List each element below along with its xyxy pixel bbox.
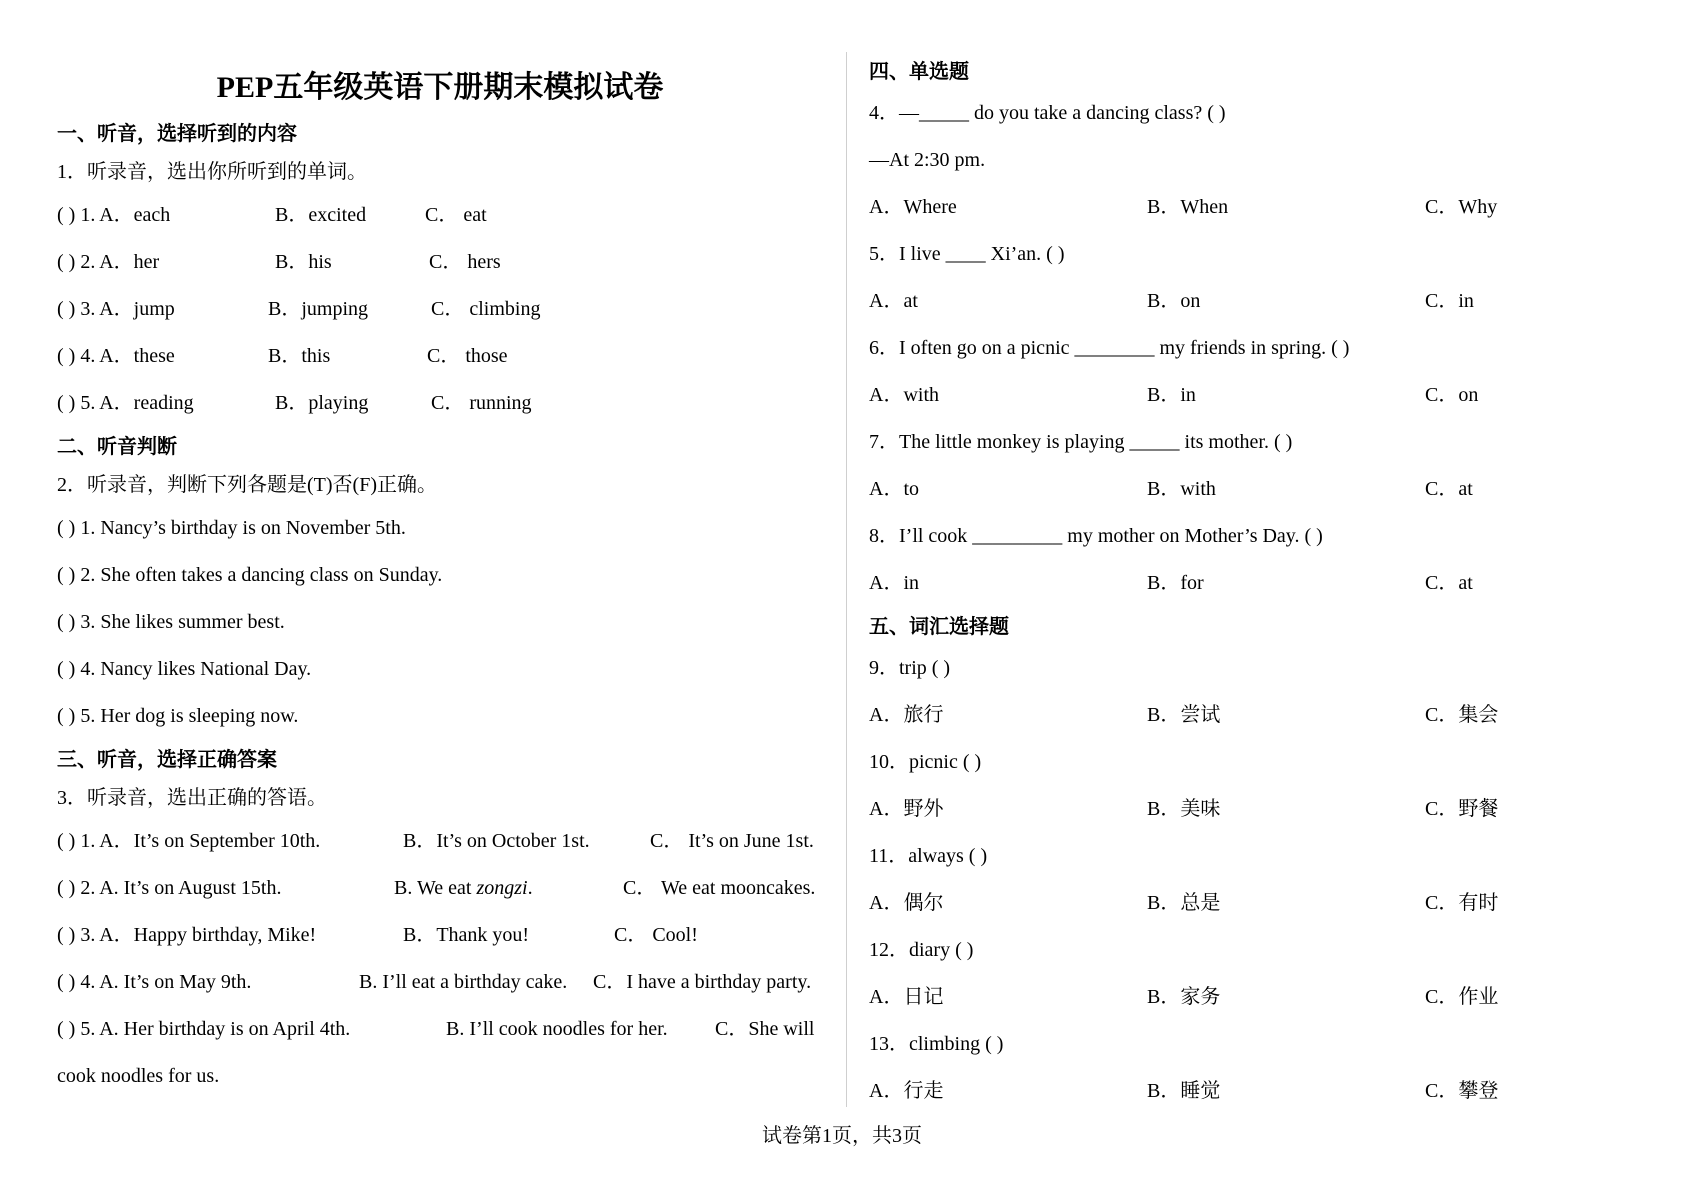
question-4 [869,90,1659,231]
options-row: A．日记 B．家务 C．作业 [869,986,1499,1008]
list-item: ( ) 2. She often takes a dancing class on Sunday. [57,564,443,586]
list-item: ( ) 4. A．these B．this C． those [57,345,508,367]
list-item: ( ) 1. A．It’s on September 10th. B．It’s on October 1st. C． It’s on June 1st. [57,830,814,852]
list-item: ( ) 4. Nancy likes National Day. [57,658,312,680]
options-row: A．旅行 B．尝试 C．集会 [869,704,1499,726]
question-text-2: —At 2:30 pm. [869,149,986,171]
list-item: ( ) 1. Nancy’s birthday is on November 5th. [57,517,406,539]
list-item: ( ) 3. She likes summer best. [57,611,285,633]
question-text: 9．trip ( ) [869,657,951,679]
question-13 [869,1021,1659,1115]
list-item: ( ) 4. A. It’s on May 9th. B. I’ll eat a birthday cake. C．I have a birthday party. [57,971,812,993]
question-text: 5．I live ____ Xi’an. ( ) [869,243,1065,265]
question-11 [869,833,1659,927]
question-text: 10．picnic ( ) [869,751,982,773]
column-divider [846,52,847,1107]
question-text: 13．climbing ( ) [869,1033,1004,1055]
section-1-heading: 一、听音，选择听到的内容 [57,121,297,145]
question-text: 11．always ( ) [869,845,988,867]
section-2-intro: 2．听录音，判断下列各题是(T)否(F)正确。 [57,474,437,496]
section-3-rows [57,818,832,1100]
section-3-intro: 3．听录音，选出正确的答语。 [57,787,327,809]
list-item: ( ) 2. A. It’s on August 15th. B. We eat zongzi. C． We eat mooncakes. [57,877,816,899]
list-item: ( ) 1. A．each B．excited C． eat [57,204,487,226]
question-text: 12．diary ( ) [869,939,974,961]
question-text: 6．I often go on a picnic ________ my friends in spring. ( ) [869,337,1350,359]
list-item: ( ) 5. A．reading B．playing C． running [57,392,532,414]
options-row: A．in B．for C．at [869,572,1473,594]
left-column [57,62,832,1100]
list-item: ( ) 2. A．her B．his C． hers [57,251,501,273]
list-item-continuation: cook noodles for us. [57,1065,220,1087]
options-row: A．野外 B．美味 C．野餐 [869,798,1499,820]
list-item: ( ) 5. Her dog is sleeping now. [57,705,299,727]
section-1-intro: 1．听录音，选出你所听到的单词。 [57,161,367,183]
section-5-heading: 五、词汇选择题 [869,614,1009,638]
question-5 [869,231,1659,325]
question-6 [869,325,1659,419]
question-7 [869,419,1659,513]
options-row: A．with B．in C．on [869,384,1479,406]
list-item: ( ) 3. A．Happy birthday, Mike! B．Thank you! C． Cool! [57,924,698,946]
question-text: 7．The little monkey is playing _____ its mother. ( ) [869,431,1293,453]
section-2-rows [57,505,832,740]
section-2-heading: 二、听音判断 [57,434,177,458]
page-footer: 试卷第1页，共3页 [762,1125,922,1147]
question-text: 4．—_____ do you take a dancing class? ( ) [869,102,1226,124]
question-9 [869,645,1659,739]
section-4-heading: 四、单选题 [869,59,969,83]
page-title: PEP五年级英语下册期末模拟试卷 [216,71,664,104]
section-3-heading: 三、听音，选择正确答案 [57,747,277,771]
list-item: ( ) 5. A. Her birthday is on April 4th. B. I’ll cook noodles for her. C．She will [57,1018,815,1040]
question-8 [869,513,1659,607]
options-row: A．to B．with C．at [869,478,1473,500]
options-row: A．Where B．When C．Why [869,196,1498,218]
list-item: ( ) 3. A．jump B．jumping C． climbing [57,298,541,320]
options-row: A．at B．on C．in [869,290,1474,312]
section-1-rows [57,192,832,427]
question-text: 8．I’ll cook _________ my mother on Mother’s Day. ( ) [869,525,1323,547]
options-row: A．行走 B．睡觉 C．攀登 [869,1080,1499,1102]
right-column [869,52,1659,1115]
question-12 [869,927,1659,1021]
question-10 [869,739,1659,833]
options-row: A．偶尔 B．总是 C．有时 [869,892,1499,914]
